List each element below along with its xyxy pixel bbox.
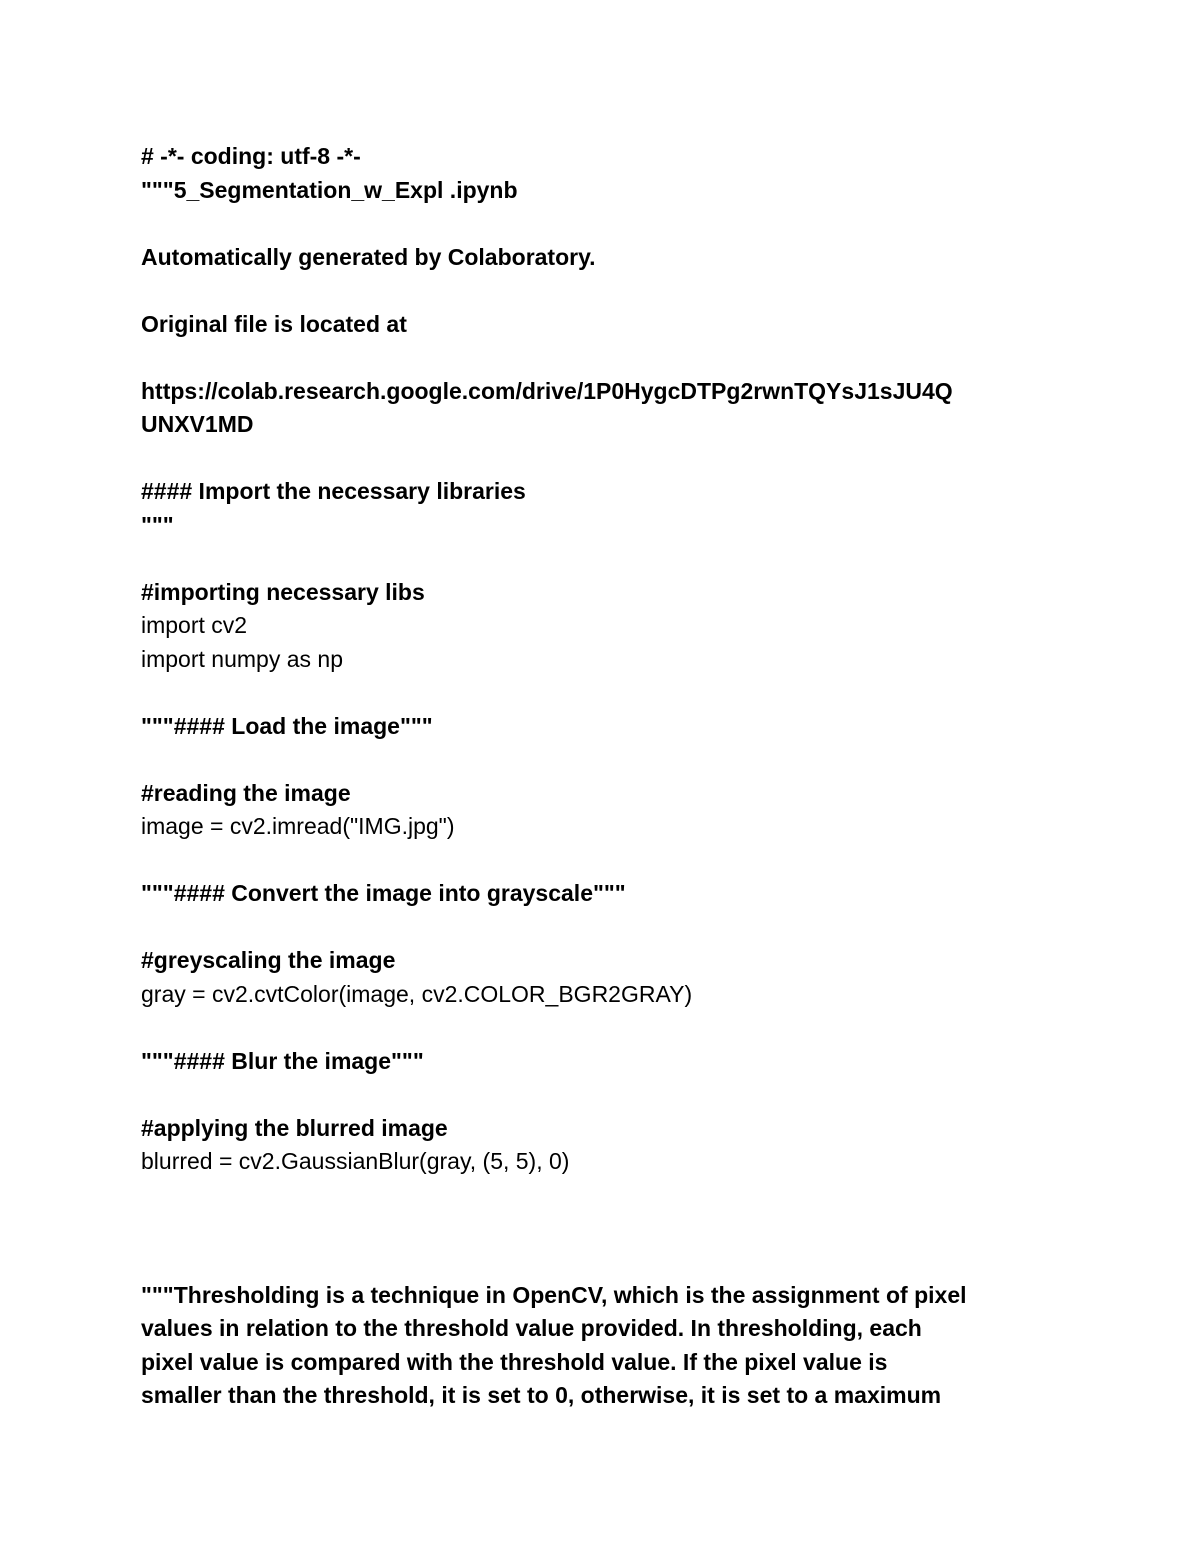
imports-comment: #importing necessary libs — [141, 578, 425, 605]
coding-declaration: # -*- coding: utf-8 -*- — [141, 143, 361, 169]
grayscale-code: gray = cv2.cvtColor(image, cv2.COLOR_BGR2GRAY) — [141, 980, 693, 1007]
import-heading: #### Import the necessary libraries — [141, 478, 526, 504]
auto-generated-note: Automatically generated by Colaboratory. — [141, 243, 596, 270]
blur-code: blurred = cv2.GaussianBlur(gray, (5, 5), 0) — [141, 1148, 570, 1174]
colab-url-line-2: UNXV1MD — [141, 411, 254, 437]
blur-heading: """#### Blur the image""" — [141, 1047, 424, 1074]
notebook-title: """5_Segmentation_w_Expl .ipynb — [141, 176, 518, 203]
threshold-paragraph-line-3: pixel value is compared with the threshold value. If the pixel value is — [141, 1348, 888, 1375]
threshold-paragraph-line-1: """Thresholding is a technique in OpenCV, which is the assignment of pixel — [141, 1281, 967, 1308]
blur-comment: #applying the blurred image — [141, 1114, 448, 1141]
grayscale-comment: #greyscaling the image — [141, 947, 396, 973]
document-body — [141, 140, 1071, 1413]
load-image-code: image = cv2.imread("IMG.jpg") — [141, 813, 455, 839]
threshold-paragraph-line-4: smaller than the threshold, it is set to 0, otherwise, it is set to a maximum — [141, 1382, 942, 1408]
load-image-comment: #reading the image — [141, 779, 351, 806]
load-image-heading: """#### Load the image""" — [141, 712, 433, 739]
colab-url-line-1: https://colab.research.google.com/drive/1P0HygcDTPg2rwnTQYsJ1sJU4Q — [141, 377, 953, 404]
grayscale-heading: """#### Convert the image into grayscale""" — [141, 880, 626, 906]
import-cv2-code: import cv2 — [141, 612, 248, 638]
original-location-label: Original file is located at — [141, 310, 407, 337]
threshold-paragraph-line-2: values in relation to the threshold value provided. In thresholding, each — [141, 1315, 922, 1341]
docstring-close: """ — [141, 511, 174, 538]
import-numpy-code: import numpy as np — [141, 645, 343, 672]
